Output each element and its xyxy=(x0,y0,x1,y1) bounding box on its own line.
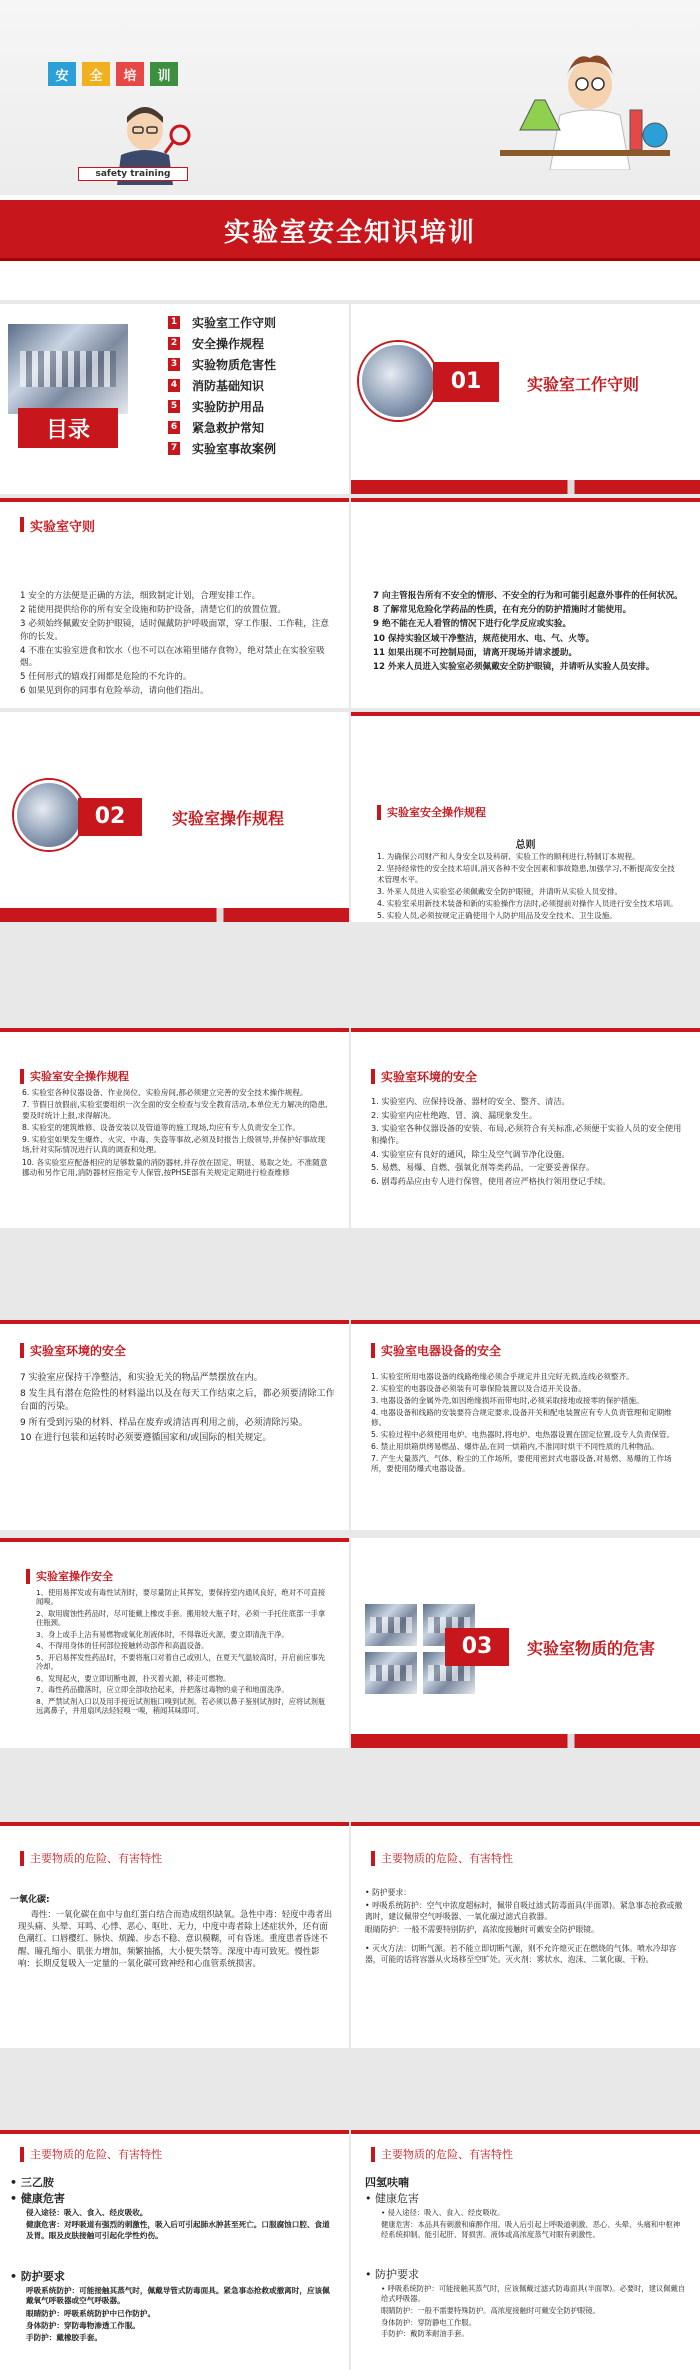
cover-bottom-band xyxy=(0,258,700,300)
toc-item-3[interactable] xyxy=(168,356,276,372)
haz1-title: 主要物质的危险、有害特性 xyxy=(30,1852,162,1865)
ops-line: 4. 实验室采用新技术装备和新的实验操作方法时,必须提前对操作人员进行安全技术培训。 xyxy=(377,899,678,908)
haz3-protect-label: • 防护要求 xyxy=(10,2270,65,2283)
haz3-name: • 三乙胺 xyxy=(10,2176,54,2189)
section-03-number: 03 xyxy=(445,1628,509,1666)
safety-training-tag: safety training xyxy=(78,167,188,181)
ops-slide-3 xyxy=(0,1538,349,1748)
haz-slide-4 xyxy=(351,2130,700,2370)
haz3-health-label: • 健康危害 xyxy=(10,2192,65,2205)
elec-line: 5. 实验过程中必须使用电炉、电热器时,将电炉、电热器设置在固定位置,设专人负责保管。 xyxy=(371,1430,675,1440)
slide-top-line xyxy=(0,498,349,502)
toc-item-4[interactable] xyxy=(168,377,264,393)
section-01-number: 01 xyxy=(433,362,499,402)
haz1-subtitle: 一氧化碳: xyxy=(10,1895,50,1905)
section-01-photo xyxy=(359,342,437,420)
haz2-title: 主要物质的危险、有害特性 xyxy=(381,1852,513,1865)
toc-num: 4 xyxy=(168,379,180,392)
rule-line: 9 绝不能在无人看管的情况下进行化学反应或实验。 xyxy=(373,619,572,630)
haz-line: 眼睛防护：呼吸系统防护中已作防护。 xyxy=(26,2308,156,2318)
rule-line: 7 向主管报告所有不安全的情形、不安全的行为和可能引起意外事件的任何状况。 xyxy=(373,591,683,601)
rules1-body xyxy=(20,590,335,700)
ops-line: 1、使用易挥发或有毒性试剂时，要尽量防止其挥发，要保持室内通风良好，绝对不可直接闻嗅。 xyxy=(36,1588,326,1607)
haz-line: 手防护：戴防苯耐油手套。 xyxy=(381,2329,469,2339)
ops1-title: 实验室安全操作规程 xyxy=(387,806,486,819)
toc-item-2[interactable] xyxy=(168,335,264,351)
ops3-body xyxy=(36,1588,332,1718)
section-01-stripe xyxy=(351,480,700,494)
ops-line: 7. 节假日放假前,实验室要组织一次全面的安全检查与安全教育活动,本单位无力解决的隐患,要及时统计上报,求得解决。 xyxy=(22,1100,328,1120)
section-02-title: 实验室操作规程 xyxy=(172,809,285,828)
ops1-body xyxy=(377,852,682,922)
ops-line: 6、发现起火，要立即切断电源，扑灭着火源，移走可燃物。 xyxy=(36,1673,231,1683)
haz4-protect-body xyxy=(381,2284,686,2341)
haz-line: • 侵入途径：吸入、食入、经皮吸收。 xyxy=(381,2208,505,2217)
toc-title: 目录 xyxy=(45,418,90,443)
toc-label: 紧急救护常知 xyxy=(192,420,265,435)
ops-line: 6. 实验室各种仪器设备、作业岗位、实验房间,都必须建立完善的安全技术操作规程。 xyxy=(22,1088,308,1097)
elec-line: 7. 产生大量蒸汽、气体、粉尘的工作场所，要使用密封式电器设备,对易燃、易爆的工作场所，要使用防爆式电器设备。 xyxy=(371,1454,672,1474)
toc-num: 6 xyxy=(168,421,180,434)
haz3-title: 主要物质的危险、有害特性 xyxy=(30,2148,162,2161)
section-02-photo xyxy=(14,780,84,850)
haz4-title: 主要物质的危险、有害特性 xyxy=(381,2148,513,2161)
haz-line: 健康危害：本品具有刺激和麻醉作用。吸入后引起上呼吸道刺激、恶心、头晕、头痛和中枢神经系统抑制。能引起肝、肾损害。液体或高浓度蒸气对眼有刺激性。 xyxy=(381,2219,681,2239)
env1-title: 实验室环境的安全 xyxy=(381,1070,478,1084)
haz-line: 身体防护：穿防毒物渗透工作服。 xyxy=(26,2320,140,2330)
haz3-health-body xyxy=(26,2208,336,2243)
toc-label: 消防基础知识 xyxy=(192,378,265,393)
section-02-number: 02 xyxy=(78,798,142,836)
env-slide-2 xyxy=(0,1320,349,1530)
section-03-photo-3 xyxy=(365,1652,417,1694)
rule-line: 2 能使用提供给你的所有安全设施和防护设备，清楚它们的放置位置。 xyxy=(20,605,287,616)
elec-line: 1. 实验室所用电器设备的线路绝缘必须合乎规定并且完好无损,连线必须整齐。 xyxy=(371,1372,634,1381)
toc-num: 5 xyxy=(168,400,180,413)
rule-line: 1 安全的方法便是正确的方法，细致制定计划，合理安排工作。 xyxy=(20,591,261,601)
toc-label: 实验室事故案例 xyxy=(192,441,277,456)
ops-line: 3. 外来人员进入实验室必须佩戴安全防护眼镜，并请听从实验人员安排。 xyxy=(377,886,623,896)
elec-title: 实验室电器设备的安全 xyxy=(381,1344,502,1358)
ops1-subtitle: 总则 xyxy=(515,840,536,851)
haz-line: 毒性：一氧化碳在血中与血红蛋白结合而造成组织缺氧。急性中毒：轻度中毒者出现头痛、头晕、耳鸣、心悸、恶心、呕吐、无力，中度中毒者除上述症状外，还有面色潮红、口唇樱红、脉快、烦躁、步态不稳、意识模糊，可有昏迷。重度患者昏迷不醒、瞳孔缩小、肌张力增加，频繁抽搐，大小便失禁等。深度中毒可致死。慢性影响：长期反复吸入一定量的一氧化碳可致神经和心血管系统损害。 xyxy=(18,1909,333,1968)
haz-slide-3 xyxy=(0,2130,349,2370)
rule-line: 10 保持实验区域干净整洁，规范使用水、电、气、火等。 xyxy=(373,633,595,644)
section-03-title: 实验室物质的危害 xyxy=(527,1639,656,1658)
env-line: 2. 实验室内应杜绝跑、冒、滴、漏现象发生。 xyxy=(371,1109,537,1120)
haz-line: 侵入途径：吸入、食入、经皮吸收。 xyxy=(26,2208,148,2217)
toc-num: 1 xyxy=(168,316,180,329)
toc-label: 实验室工作守则 xyxy=(192,315,277,330)
haz-line: 手防护：戴橡胶手套。 xyxy=(26,2333,102,2342)
ops2-title: 实验室安全操作规程 xyxy=(30,1070,129,1083)
env-line: 8 发生具有潜在危险性的材料溢出以及在每天工作结束之后，都必须要清除工作台面的污染。 xyxy=(20,1388,335,1412)
ops-line: 1. 为确保公司财产和人身安全以及科研、实验工作的顺利进行,特制订本规程。 xyxy=(377,852,640,861)
haz-line: • 呼吸系统防护：可能接触其蒸气时，应该佩戴过滤式防毒面具(半面罩)。必要时，建议佩戴自给式呼吸器。 xyxy=(381,2284,686,2303)
env-line: 4. 实验室应有良好的通风，除尘及空气调节净化设施。 xyxy=(371,1148,570,1159)
ops3-title: 实验室操作安全 xyxy=(36,1570,113,1583)
haz-line: 呼吸系统防护：可能接触其蒸气时，佩戴导管式防毒面具。紧急事态抢救或撤离时，应该佩戴氧气呼吸器或空气呼吸器。 xyxy=(26,2286,330,2306)
haz-slide-2 xyxy=(351,1822,700,2048)
haz-line: • 呼吸系统防护：空气中浓度超标时，佩带自吸过滤式防毒面具(半面罩)。紧急事态抢救或撤离时，建议佩带空气呼吸器、一氧化碳过滤式自救器。 xyxy=(365,1900,683,1921)
toc-num: 3 xyxy=(168,358,180,371)
ops-line: 3、身上或手上沾有易燃物或氧化剂液体时，不得靠近火源，要立即清洗干净。 xyxy=(36,1629,289,1639)
rules1-title: 实验室守则 xyxy=(30,516,95,535)
ops-line: 4、不得用身体的任何部位接触转动部件和高温设备。 xyxy=(36,1641,209,1651)
env-line: 3. 实验室各种仪器设备的安装、布局,必须符合有关标准,必须便于实验人员的安全使用和操作。 xyxy=(371,1123,682,1145)
toc-slide xyxy=(0,304,349,494)
env2-title: 实验室环境的安全 xyxy=(30,1344,127,1358)
slide-top-line xyxy=(351,1028,700,1032)
env-line: 1. 实验室内、应保持设备、器材的安全、整齐、清洁。 xyxy=(371,1096,570,1106)
slide-top-line xyxy=(351,2130,700,2134)
elec-body xyxy=(371,1372,686,1476)
toc-num: 7 xyxy=(168,442,180,455)
badge-pei: 培 xyxy=(116,62,144,86)
haz3-protect-body xyxy=(26,2286,336,2345)
ops-line: 2. 坚持经常性的安全技术培训,消灭各种不安全因素和事故隐患,加强学习,不断提高安全技术管理水平。 xyxy=(377,864,675,884)
section-02-stripe xyxy=(0,908,349,922)
haz-line: 健康危害：对呼吸道有强烈的刺激性，吸入后可引起肺水肿甚至死亡。口服腐蚀口腔、食道及胃。眼及皮肤接触可引起化学性灼伤。 xyxy=(26,2220,330,2240)
rule-line: 5 任何形式的嬉戏打闹都是危险的不允许的。 xyxy=(20,672,192,683)
section-01-title: 实验室工作守则 xyxy=(527,375,640,394)
elec-line: 3. 电器设备的金属外壳,如因绝缘损坏而带电时,必须采取接地或接零的保护措施。 xyxy=(371,1396,644,1406)
haz-line: 眼睛防护：一般不需要特殊防护。高浓度接触时可戴安全防护眼镜。 xyxy=(381,2305,600,2315)
slide-top-line xyxy=(351,498,700,502)
env-line: 10 在进行包装和运转时必须要遵循国家和/或国际的相关规定。 xyxy=(20,1433,272,1443)
rules2-body xyxy=(373,590,683,675)
section-03-photo-1 xyxy=(365,1604,417,1646)
badge-an: 安 xyxy=(48,62,76,86)
slide-top-line xyxy=(0,1320,349,1324)
rule-line: 6 如果见到你的同事有危险举动，请向他们指出。 xyxy=(20,686,209,697)
slide-top-line xyxy=(0,2130,349,2134)
ops-slide-2 xyxy=(0,1028,349,1228)
elec-line: 2. 实验室的电器设备必须装有可靠保险装置以及合适开关设备。 xyxy=(371,1384,586,1394)
cover-badges xyxy=(48,62,178,86)
env-line: 7 实验室应保持干净整洁，和实验无关的物品严禁摆放在内。 xyxy=(20,1373,263,1383)
haz2-body xyxy=(365,1888,685,1967)
haz4-health-label: • 健康危害 xyxy=(365,2192,419,2205)
toc-label: 实验防护用品 xyxy=(192,399,265,414)
toc-label: 实验物质危害性 xyxy=(192,357,277,372)
haz-slide-1 xyxy=(0,1822,349,2048)
rule-line: 8 了解常见危险化学药品的性质，在有充分的防护措施时才能使用。 xyxy=(373,605,632,616)
ops-line: 5. 实验人员,必须按规定正确使用个人防护用品及安全技术、卫生设施。 xyxy=(377,911,617,921)
toc-item-6[interactable] xyxy=(168,419,264,435)
env-line: 9 所有受到污染的材料、样品在废弃或清洁再利用之前，必须清除污染。 xyxy=(20,1417,308,1428)
ops-line: 7、毒性药品撒落时，应立即全部收拾起来，并把落过毒物的桌子和地面洗净。 xyxy=(36,1685,289,1695)
slide-top-line xyxy=(351,712,700,716)
rules-slide-1 xyxy=(0,498,349,708)
section-02-slide xyxy=(0,712,349,922)
rules-slide-2 xyxy=(351,498,700,708)
haz-line: 身体防护：穿防静电工作服。 xyxy=(381,2317,476,2327)
section-01-slide xyxy=(351,304,700,494)
slide-top-line xyxy=(351,1822,700,1826)
scientist-illustration xyxy=(480,40,680,170)
haz-line: 眼睛防护：一般不需要特别防护，高浓度接触时可戴安全防护眼镜。 xyxy=(365,1924,599,1934)
ops-line: 8、严禁试剂入口以及用手接近试剂瓶口嗅到试剂。若必须以鼻子鉴别试剂时，应将试剂瓶远离鼻子，并用扇风法轻轻嗅一嗅，稍闻其味即可。 xyxy=(36,1696,326,1716)
cover-slide xyxy=(0,0,700,300)
ops-line: 2、取用腐蚀性药品时，尽可能戴上橡皮手套。搬用较大瓶子时，必须一手托住底部一手拿住瓶颈。 xyxy=(36,1608,326,1628)
ops-slide-1 xyxy=(351,712,700,922)
env1-body xyxy=(371,1096,683,1189)
slide-top-line xyxy=(0,1028,349,1032)
badge-xun: 训 xyxy=(150,62,178,86)
toc-item-5[interactable] xyxy=(168,398,264,414)
haz4-health-body xyxy=(381,2208,686,2242)
elec-line: 6. 禁止用烘箱烘烤易燃品、爆炸品,在同一烘箱内,不准同时烘干不同性质的几种物品。 xyxy=(371,1442,659,1452)
env-line: 5. 易燃、易爆、自燃、强氧化剂等类药品，一定要妥善保存。 xyxy=(371,1162,595,1173)
ops-line: 10. 各实验室应配备相应的足够数量的消防器材,并存放在固定、明显、易取之处。不准随意挪动和另作它用,消防器材应指定专人保管,按PHSE部有关规定定期进行检查维修 xyxy=(22,1157,328,1177)
cover-title: 实验室安全知识培训 xyxy=(223,218,476,248)
haz4-name: 四氢呋喃 xyxy=(365,2176,409,2189)
env-slide-1 xyxy=(351,1028,700,1228)
ops-line: 8. 实验室的建筑维修、设备安装以及管道等的施工现场,均应有专人负责安全工作。 xyxy=(22,1122,300,1132)
toc-item-1[interactable] xyxy=(168,314,276,330)
section-03-slide xyxy=(351,1538,700,1748)
ops2-body xyxy=(22,1088,332,1180)
env-line: 6. 剧毒药品应由专人进行保管，使用者应严格执行领用登记手续。 xyxy=(371,1175,611,1186)
rule-line: 12 外来人员进入实验室必须佩戴安全防护眼镜，并请听从实验人员安排。 xyxy=(373,662,655,673)
haz4-protect-label: • 防护要求 xyxy=(365,2268,419,2281)
ops-line: 5、开启易挥发性药品时，不要将瓶口对着自己或别人，在夏天气温较高时，开启前应事先冷却。 xyxy=(36,1652,326,1672)
slide-top-line xyxy=(351,1320,700,1324)
ops-line: 9. 实验室如果发生爆炸、火灾、中毒、失盗等事故,必须及时报告上级领导,并保护好事故现场,针对实际情况进行认真的调查和处理。 xyxy=(22,1135,326,1155)
section-03-stripe xyxy=(351,1734,700,1748)
rule-line: 4 不准在实验室进食和饮水（也不可以在冰箱里储存食物），绝对禁止在实验室吸烟。 xyxy=(20,645,325,669)
env2-body xyxy=(20,1372,335,1448)
rule-line: 3 必须始终佩戴安全防护眼镜，适时佩戴防护呼吸面罩，穿工作服、工作鞋，注意你的长发。 xyxy=(20,619,329,642)
toc-label: 安全操作规程 xyxy=(192,336,265,351)
haz-line: • 灭火方法：切断气源。若不能立即切断气源，则不允许熄灭正在燃烧的气体。喷水冷却容器，可能的话将容器从火场移至空旷处。灭火剂：雾状水、泡沫、二氧化碳、干粉。 xyxy=(365,1943,677,1964)
slide-top-line xyxy=(0,1822,349,1826)
haz1-body xyxy=(18,1908,333,1971)
toc-lab-photo xyxy=(8,324,128,414)
badge-quan: 全 xyxy=(82,62,110,86)
toc-item-7[interactable] xyxy=(168,440,276,456)
slide-top-line xyxy=(0,1538,349,1542)
haz-line: • 防护要求： xyxy=(365,1888,412,1897)
rule-line: 11 如果出现不可控制局面，请离开现场并请求援助。 xyxy=(373,647,578,658)
elec-line: 4. 电器设备和线路的安装要符合规定要求,设备开关和配电装置应有专人负责管理和定期维修。 xyxy=(371,1408,672,1428)
elec-slide xyxy=(351,1320,700,1530)
toc-num: 2 xyxy=(168,337,180,350)
